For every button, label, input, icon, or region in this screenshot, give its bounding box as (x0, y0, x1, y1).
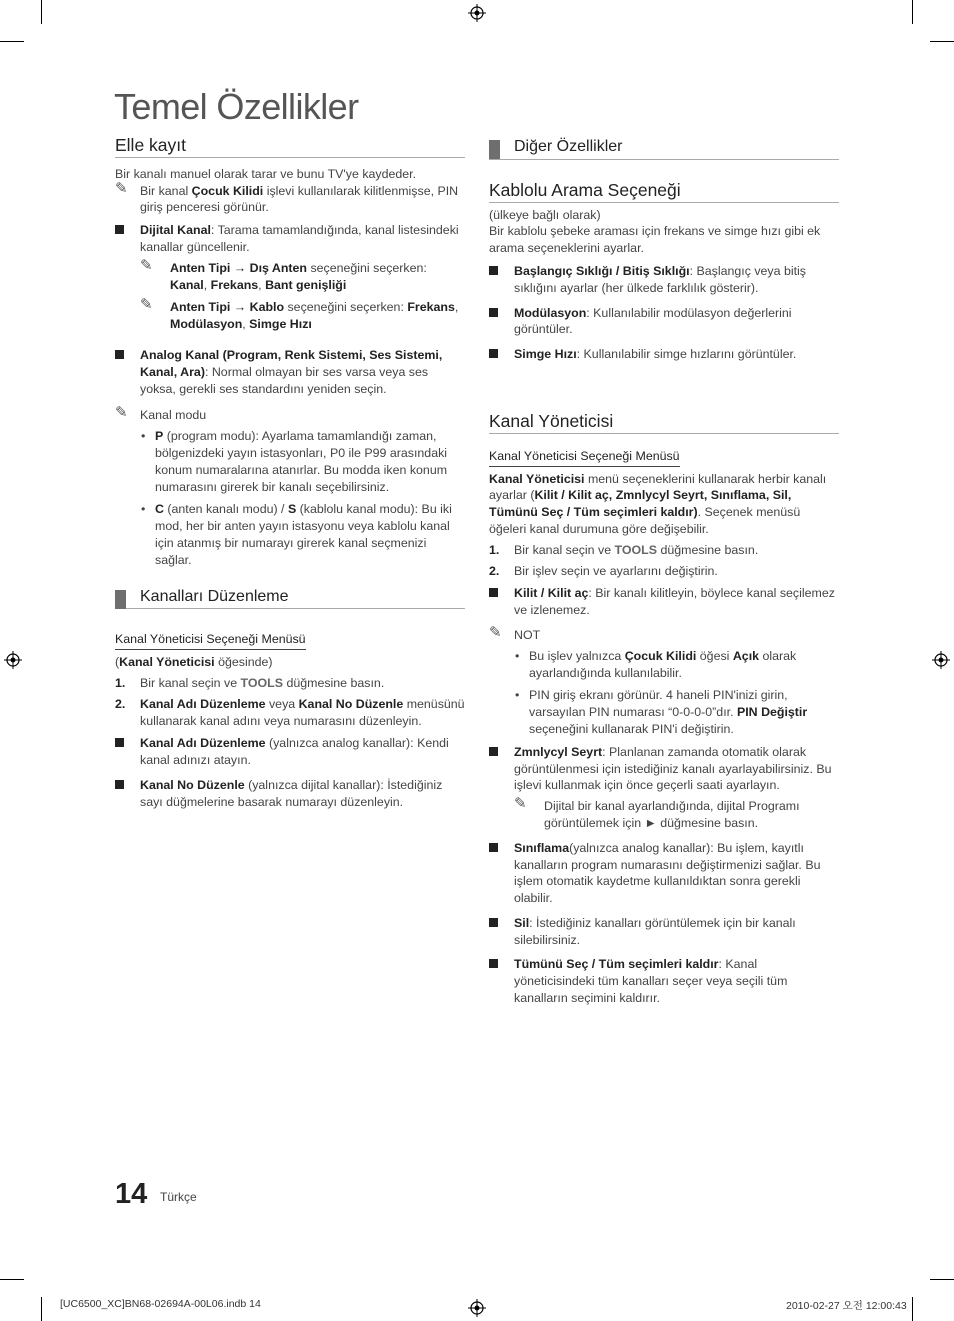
crop-mark (41, 0, 42, 24)
square-bullet-icon (115, 738, 124, 747)
footer-file-info: [UC6500_XC]BN68-02694A-00L06.indb 14 (60, 1298, 261, 1310)
list-item: • Bu işlev yalnızca Çocuk Kilidi öğesi Açık olarak ayarlandığında kullanılabilir. (515, 648, 797, 680)
section-title-elle-kayit: Elle kayıt (115, 137, 465, 158)
crop-mark (912, 0, 913, 24)
note: ✎ Anten Tipi → Dış Anten seçeneğini seçerken: Kanal, Frekans, Bant genişliği (140, 256, 427, 292)
page-title: Temel Özellikler (114, 86, 359, 127)
kanal-yoneticisi-intro: Kanal Yöneticisi menü seçeneklerini kullanarak herbir kanalı ayarlar (Kilit / Kilit aç, Zmnlycyl Seyrt, Sınıflama, Sil, Tümünü Seç / Tüm seçimleri kaldır). Seçenek menüsü öğeleri kanal durumuna göre değişebilir. (489, 471, 827, 536)
list-item: Simge Hızı: Kullanılabilir simge hızlarını görüntüler. (489, 346, 839, 363)
list-item: Modülasyon: Kullanılabilir modülasyon değerlerini görüntüler. (489, 305, 839, 339)
square-bullet-icon (489, 959, 498, 968)
note-icon: ✎ (140, 296, 153, 314)
list-item-kilit: Kilit / Kilit aç: Bir kanalı kilitleyin, böylece kanal seçilemez ve izlenemez. (489, 585, 839, 619)
note: ✎ Bir kanal Çocuk Kilidi işlevi kullanılarak kilitlenmişse, PIN giriş penceresi görünür. (115, 179, 459, 215)
note: ✎ Dijital bir kanal ayarlandığında, dijital Programı görüntülemek için ► düğmesine basın. (514, 795, 800, 830)
note-kanal-modu: ✎ Kanal modu (115, 404, 207, 423)
list-item-dijital-kanal: Dijital Kanal: Tarama tamamlandığında, kanal listesindeki kanallar güncellenir. (115, 222, 465, 256)
note-icon: ✎ (514, 795, 527, 813)
section-bar-icon (115, 590, 126, 609)
crop-mark (930, 41, 954, 42)
registration-mark-icon (468, 4, 486, 22)
square-bullet-icon (489, 918, 498, 927)
context-text: (Kanal Yöneticisi öğesinde) (115, 655, 273, 670)
elle-kayit-intro: Bir kanalı manuel olarak tarar ve bunu TV'ye kaydeder. (115, 166, 417, 181)
square-bullet-icon (489, 349, 498, 358)
square-bullet-icon (115, 350, 124, 359)
list-item: • PIN giriş ekranı görünür. 4 haneli PIN'inizi girin, varsayılan PIN numarası “0-0-0-0”dır. PIN Değiştir seçeneğini kullanarak PIN'i değiştirin. (515, 688, 808, 736)
crop-mark (912, 1297, 913, 1321)
context-text: (ülkeye bağlı olarak) (489, 207, 601, 222)
step-1: 1. Bir kanal seçin ve TOOLS düğmesine basın. (115, 675, 385, 690)
section-title-kablolu-arama: Kablolu Arama Seçeneği (489, 182, 839, 203)
menu-title: Kanal Yöneticisi Seçeneği Menüsü (115, 631, 306, 650)
bullet-icon: • (141, 502, 146, 517)
registration-mark-icon (468, 1299, 486, 1317)
list-item-tumunu-sec: Tümünü Seç / Tüm seçimleri kaldır: Kanal yöneticisindeki tüm kanalları seçer veya seçili tüm kanalların seçimini kaldırır. (489, 956, 839, 1006)
list-item-siniflama: Sınıflama(yalnızca analog kanallar): Bu işlem, kayıtlı kanalların program numarasını değiştirmenizi sağlar. Bu işlem otomatik kaydetme kullanıldıktan sonra gerekli olabilir. (489, 840, 839, 907)
square-bullet-icon (489, 747, 498, 756)
list-item: Başlangıç Sıklığı / Bitiş Sıklığı: Başlangıç veya bitiş sıklığını ayarlar (her ülkede farklılık gösterir). (489, 263, 839, 297)
square-bullet-icon (489, 843, 498, 852)
registration-mark-icon (932, 651, 950, 669)
kablolu-intro: Bir kablolu şebeke araması için frekans ve simge hızı gibi ek arama seçeneklerini ayarlar. (489, 224, 821, 256)
menu-title: Kanal Yöneticisi Seçeneği Menüsü (489, 448, 680, 467)
note-icon: ✎ (115, 404, 128, 422)
section-bar-icon (489, 140, 500, 159)
square-bullet-icon (115, 780, 124, 789)
list-item: • P (program modu): Ayarlama tamamlandığı zaman, bölgenizdeki yayın istasyonları, P0 ile P99 arasındaki konum numaralarına atanırlar. Bu modda iken konum numarasını girerek bir kanalı seçebilirsiniz. (141, 429, 448, 494)
step-2: 2. Kanal Adı Düzenleme veya Kanal No Düzenle menüsünü kullanarak kanal adını veya numarasını düzenleyin. (115, 696, 465, 728)
crop-mark (0, 41, 24, 42)
crop-mark (41, 1297, 42, 1321)
list-item-zmnlycyl-seyrt: Zmnlycyl Seyrt: Planlanan zamanda otomatik olarak görüntülenmesi için istediğiniz kanalı ayarlayabilirsiniz. Bu işlevi kullanmak için önce geçerli saati ayarlayın. (489, 744, 839, 794)
bullet-icon: • (515, 648, 520, 663)
page-number: 14 (115, 1178, 148, 1210)
note-icon: ✎ (489, 623, 502, 641)
step-1: 1. Bir kanal seçin ve TOOLS düğmesine basın. (489, 542, 759, 557)
right-column (489, 137, 839, 1007)
page-language: Türkçe (160, 1190, 197, 1204)
list-item-sil: Sil: İstediğiniz kanalları görüntülemek için bir kanalı silebilirsiniz. (489, 915, 839, 949)
bullet-icon: • (141, 429, 146, 444)
crop-mark (0, 1279, 24, 1280)
step-2: 2. Bir işlev seçin ve ayarlarını değiştirin. (489, 563, 718, 578)
section-title-kanal-yoneticisi: Kanal Yöneticisi (489, 413, 839, 434)
list-item: Kanal No Düzenle (yalnızca dijital kanallar): İstediğiniz sayı düğmelerine basarak numarayı düzenleyin. (115, 777, 465, 811)
note: ✎ Anten Tipi → Kablo seçeneğini seçerken: Frekans, Modülasyon, Simge Hızı (140, 296, 459, 332)
note-icon: ✎ (140, 256, 153, 274)
list-item: Kanal Adı Düzenleme (yalnızca analog kanallar): Kendi kanal adınızı atayın. (115, 735, 465, 769)
bullet-icon: • (515, 688, 520, 703)
crop-mark (930, 1279, 954, 1280)
square-bullet-icon (489, 266, 498, 275)
list-item-analog-kanal: Analog Kanal (Program, Renk Sistemi, Ses Sistemi, Kanal, Ara): Normal olmayan bir ses varsa veya ses yoksa, gerekli ses standardını yeniden seçin. (115, 347, 465, 397)
left-column (115, 137, 465, 811)
section-title-kanallari-duzenleme: Kanalları Düzenleme (115, 587, 465, 610)
square-bullet-icon (489, 308, 498, 317)
list-item: • C (anten kanalı modu) / S (kablolu kanal modu): Bu iki mod, her bir anten yayın istasyonu veya kablolu kanal için atanmış bir numarayı girerek kanal seçmenizi sağlar. (141, 502, 452, 567)
section-title-diger-ozellikler: Diğer Özellikler (489, 137, 839, 160)
footer-date: 2010-02-27 오전 12:00:43 (786, 1300, 907, 1312)
registration-mark-icon (4, 651, 22, 669)
note-icon: ✎ (115, 179, 128, 197)
square-bullet-icon (489, 588, 498, 597)
note-not: ✎ NOT (489, 623, 541, 642)
square-bullet-icon (115, 225, 124, 234)
